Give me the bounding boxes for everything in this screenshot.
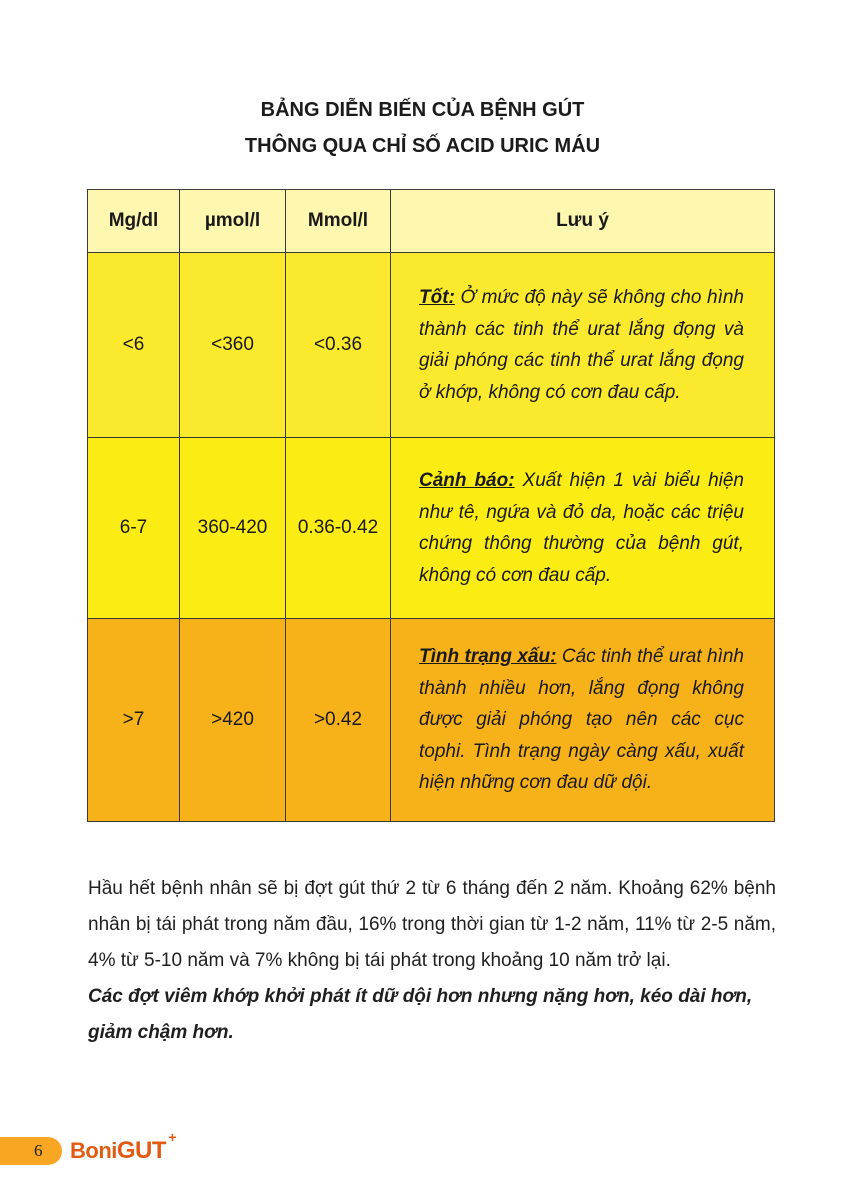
note-label: Tốt: [419, 287, 455, 308]
body-emphasis: Các đợt viêm khớp khởi phát ít dữ dội hơn nhưng nặng hơn, kéo dài hơn, giảm chậm hơn. [88, 986, 753, 1043]
page-tab [0, 1137, 62, 1165]
cell-note [391, 253, 775, 438]
body-text: Hầu hết bệnh nhân sẽ bị đợt gút thứ 2 từ 6 tháng đến 2 năm. Khoảng 62% bệnh nhân bị tái phát trong năm đầu, 16% trong thời gian từ 1-2 năm, 11% từ 2-5 năm, 4% từ 5-10 năm và 7% không bị tái phát trong khoảng 10 năm trở lại. [88, 878, 776, 971]
header-mmol-l: Mmol/l [286, 190, 391, 253]
header-mg-dl: Mg/dl [88, 190, 180, 253]
brand-main: GUT [116, 1137, 167, 1164]
table-row [88, 619, 775, 822]
header-umol-l: µmol/l [180, 190, 286, 253]
table-header-row [88, 190, 775, 253]
cell-mg: <6 [88, 253, 180, 438]
page-footer [0, 1129, 200, 1165]
cell-umol: <360 [180, 253, 286, 438]
cell-note [391, 619, 775, 822]
table-row [88, 438, 775, 619]
cell-mmol: 0.36-0.42 [286, 438, 391, 619]
note-text: Ở mức độ này sẽ không cho hình thành các tinh thể urat lắng đọng và giải phóng các tinh thể urat lắng đọng ở khớp, không có cơn đau cấp. [419, 287, 744, 403]
cell-mg: 6-7 [88, 438, 180, 619]
cell-umol: >420 [180, 619, 286, 822]
page-title-line-1: BẢNG DIỄN BIẾN CỦA BỆNH GÚT [260, 99, 585, 121]
brand-logo [70, 1129, 177, 1165]
cell-umol: 360-420 [180, 438, 286, 619]
page-title-line-2: THÔNG QUA CHỈ SỐ ACID URIC MÁU [244, 135, 601, 157]
table-row [88, 253, 775, 438]
note-label: Tình trạng xấu: [419, 646, 557, 668]
note-text: Các tinh thể urat hình thành nhiều hơn, lắng đọng không được giải phóng tạo nên các cục tophi. Tình trạng ngày càng xấu, xuất hiện những cơn đau dữ dội. [419, 646, 744, 794]
cell-mmol: >0.42 [286, 619, 391, 822]
page-number: 6 [34, 1141, 43, 1160]
brand-prefix: Boni [70, 1138, 117, 1163]
brand-plus: + [168, 1129, 177, 1145]
body-paragraph [88, 871, 776, 1051]
uric-acid-table [87, 189, 775, 822]
header-note: Lưu ý [391, 190, 775, 253]
note-label: Cảnh báo: [419, 470, 515, 491]
cell-mmol: <0.36 [286, 253, 391, 438]
cell-note [391, 438, 775, 619]
cell-mg: >7 [88, 619, 180, 822]
note-text: Xuất hiện 1 vài biểu hiện như tê, ngứa và đỏ da, hoặc các triệu chứng thông thường của bệnh gút, không có cơn đau cấp. [419, 470, 744, 586]
